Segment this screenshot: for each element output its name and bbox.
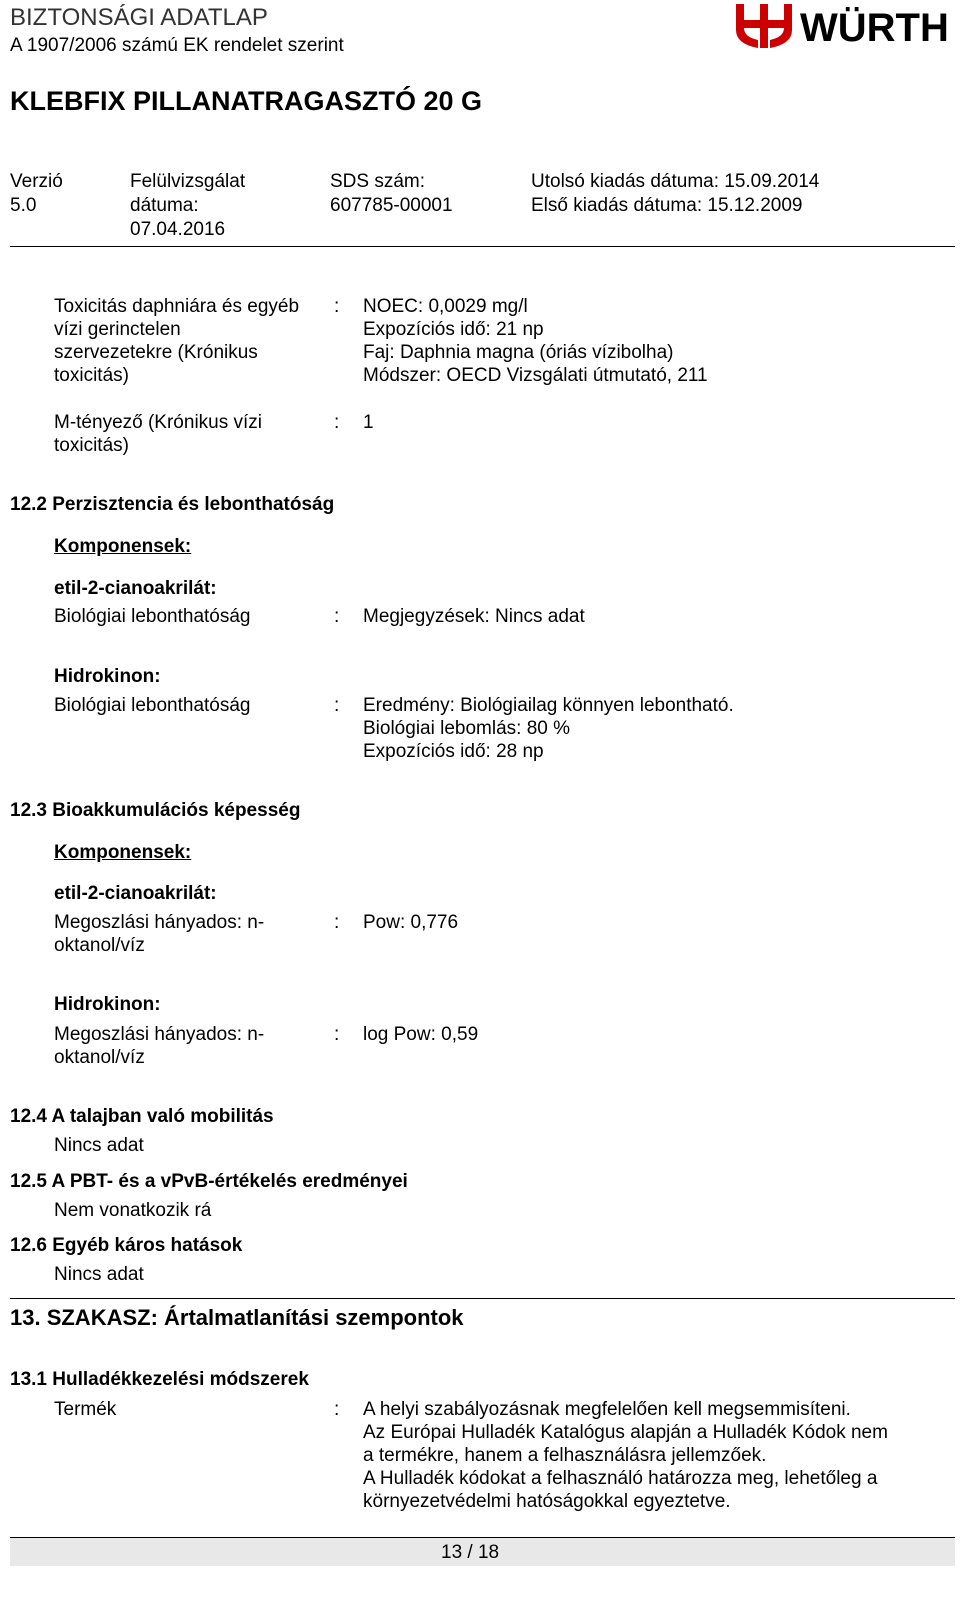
review-label: Felülvizsgálat: [130, 171, 246, 192]
first-issue-date: Első kiadás dátuma: 15.12.2009: [531, 195, 803, 216]
partition-coefficient-label-line-2: oktanol/víz: [54, 935, 145, 956]
header-divider: [10, 246, 955, 247]
partition-coefficient-value: log Pow: 0,59: [363, 1024, 479, 1045]
waste-method-line-1: A helyi szabályozásnak megfelelően kell megsemmisíteni.: [363, 1399, 851, 1420]
partition-coefficient-label-line-1: Megoszlási hányados: n-: [54, 1024, 265, 1045]
last-issue-date: Utolsó kiadás dátuma: 15.09.2014: [531, 171, 820, 192]
component-name: Hidrokinon:: [54, 666, 161, 687]
section-12-4-text: Nincs adat: [54, 1135, 144, 1156]
sds-label: SDS szám:: [330, 171, 426, 192]
colon-separator: :: [334, 912, 340, 933]
waste-method-line-4: A Hulladék kódokat a felhasználó határozza meg, lehetőleg a: [363, 1468, 878, 1489]
component-name: Hidrokinon:: [54, 994, 161, 1015]
section-13-divider: [10, 1298, 955, 1299]
wurth-logo-mark: [736, 4, 792, 48]
version-label: Verzió: [10, 171, 63, 192]
chronic-tox-label-line-1: Toxicitás daphniára és egyéb: [54, 296, 300, 317]
biodegradation-percent: Biológiai lebomlás: 80 %: [363, 718, 571, 739]
section-12-5-text: Nem vonatkozik rá: [54, 1200, 212, 1221]
biodegradability-value: Megjegyzések: Nincs adat: [363, 606, 585, 627]
chronic-tox-label-line-2: vízi gerinctelen: [54, 319, 181, 340]
component-name: etil-2-cianoakrilát:: [54, 578, 217, 599]
m-factor-label-line-2: toxicitás): [54, 435, 129, 456]
section-12-5-title: 12.5 A PBT- és a vPvB-értékelés eredményei: [10, 1171, 408, 1192]
colon-separator: :: [334, 412, 340, 433]
biodegradability-result: Eredmény: Biológiailag könnyen lebontható.: [363, 695, 734, 716]
chronic-tox-label-line-4: toxicitás): [54, 365, 129, 386]
section-12-4-title: 12.4 A talajban való mobilitás: [10, 1106, 274, 1127]
partition-coefficient-label-line-2: oktanol/víz: [54, 1047, 145, 1068]
m-factor-label-line-1: M-tényező (Krónikus vízi: [54, 412, 263, 433]
section-13-1-title: 13.1 Hulladékkezelési módszerek: [10, 1369, 309, 1390]
review-date: 07.04.2016: [130, 219, 226, 240]
component-name: etil-2-cianoakrilát:: [54, 883, 217, 904]
regulation-reference: A 1907/2006 számú EK rendelet szerint: [10, 35, 344, 56]
components-heading: Komponensek:: [54, 842, 192, 863]
chronic-tox-value-line-3: Faj: Daphnia magna (óriás vízibolha): [363, 342, 674, 363]
colon-separator: :: [334, 695, 340, 716]
waste-method-line-2: Az Európai Hulladék Katalógus alapján a Hulladék Kódok nem: [363, 1422, 888, 1443]
waste-method-line-5: környezetvédelmi hatóságokkal egyeztetve.: [363, 1491, 731, 1512]
brand-name: WÜRTH: [800, 6, 949, 50]
chronic-tox-value-line-2: Expozíciós idő: 21 np: [363, 319, 544, 340]
chronic-tox-value-line-1: NOEC: 0,0029 mg/l: [363, 296, 528, 317]
colon-separator: :: [334, 1024, 340, 1045]
section-12-6-title: 12.6 Egyéb káros hatások: [10, 1235, 243, 1256]
exposure-time: Expozíciós idő: 28 np: [363, 741, 544, 762]
document-type: BIZTONSÁGI ADATLAP: [10, 4, 268, 31]
sds-number: 607785-00001: [330, 195, 453, 216]
colon-separator: :: [334, 606, 340, 627]
m-factor-value: 1: [363, 412, 374, 433]
colon-separator: :: [334, 296, 340, 317]
colon-separator: :: [334, 1399, 340, 1420]
section-12-3-title: 12.3 Bioakkumulációs képesség: [10, 800, 301, 821]
partition-coefficient-label-line-1: Megoszlási hányados: n-: [54, 912, 265, 933]
product-name: KLEBFIX PILLANATRAGASZTÓ 20 G: [10, 86, 483, 116]
wurth-logo: [730, 0, 955, 55]
chronic-tox-value-line-4: Módszer: OECD Vizsgálati útmutató, 211: [363, 365, 708, 386]
review-label-2: dátuma:: [130, 195, 199, 216]
biodegradability-label: Biológiai lebonthatóság: [54, 606, 251, 627]
product-label: Termék: [54, 1399, 117, 1420]
section-12-2-title: 12.2 Perzisztencia és lebonthatóság: [10, 494, 335, 515]
partition-coefficient-value: Pow: 0,776: [363, 912, 459, 933]
page-number: 13 / 18: [441, 1542, 500, 1563]
chronic-tox-label-line-3: szervezetekre (Krónikus: [54, 342, 258, 363]
section-12-6-text: Nincs adat: [54, 1264, 144, 1285]
components-heading: Komponensek:: [54, 536, 192, 557]
section-13-title: 13. SZAKASZ: Ártalmatlanítási szempontok: [10, 1305, 464, 1330]
waste-method-line-3: a termékre, hanem a felhasználásra jellemzőek.: [363, 1445, 767, 1466]
version-value: 5.0: [10, 195, 37, 216]
biodegradability-label: Biológiai lebonthatóság: [54, 695, 251, 716]
